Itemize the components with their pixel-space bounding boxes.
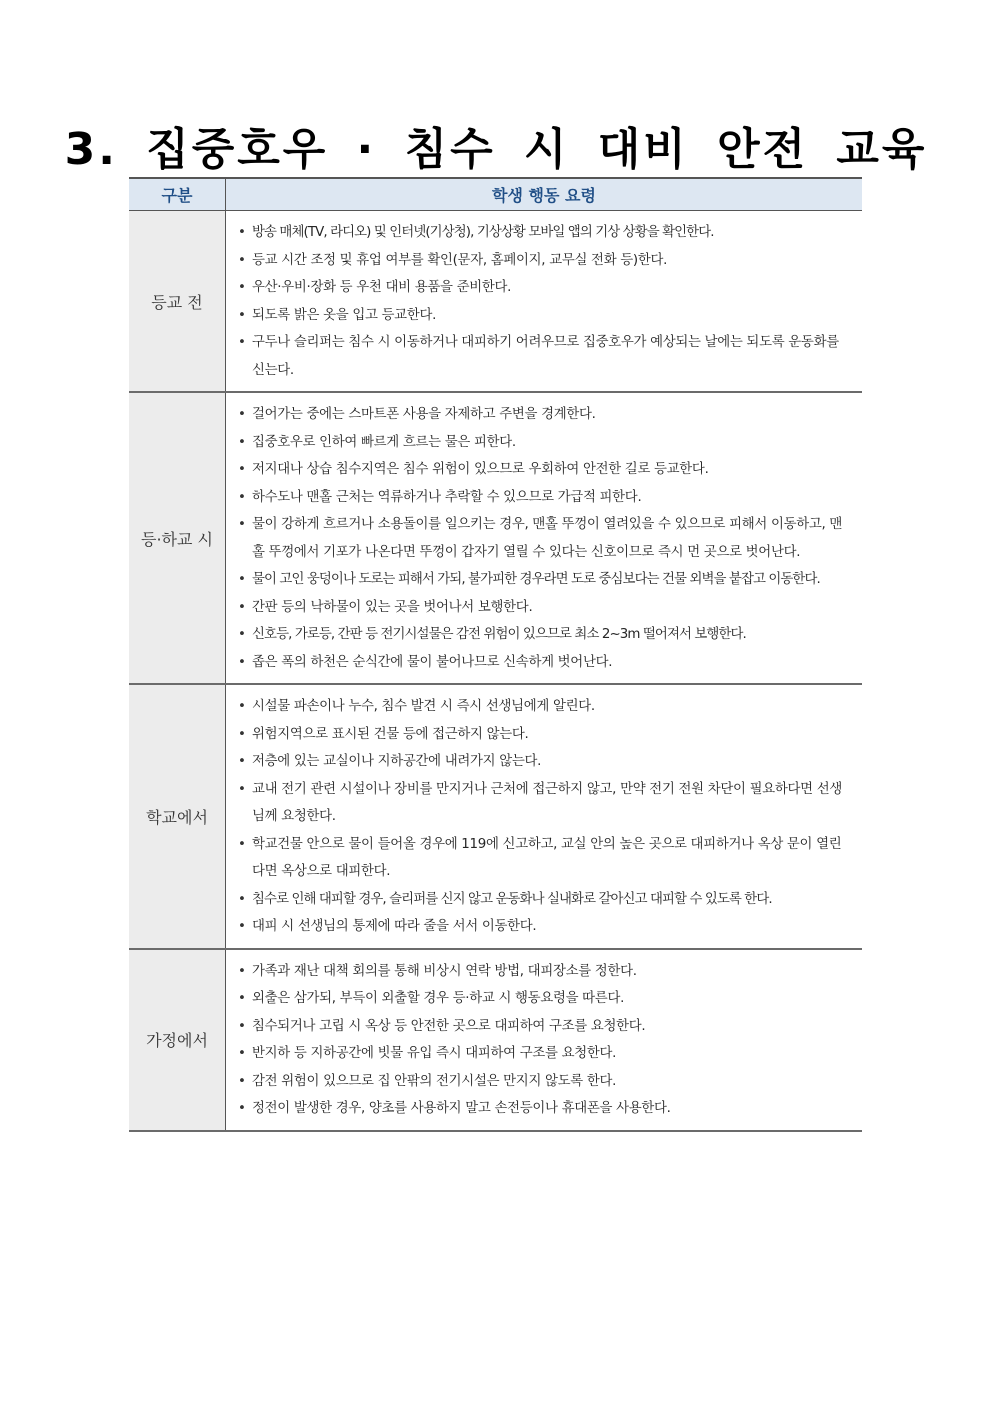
table-row-at-home <box>129 949 862 1131</box>
safety-guide-table <box>129 177 862 1132</box>
list-item: • 되도록 밝은 옷을 입고 등교한다. <box>238 302 848 330</box>
list-item: • 좁은 폭의 하천은 순식간에 물이 불어나므로 신속하게 벗어난다. <box>238 649 848 677</box>
row-items <box>226 211 863 393</box>
list-item: • 저층에 있는 교실이나 지하공간에 내려가지 않는다. <box>238 748 848 776</box>
list-item: • 간판 등의 낙하물이 있는 곳을 벗어나서 보행한다. <box>238 594 848 622</box>
list-item: • 시설물 파손이나 누수, 침수 발견 시 즉시 선생님에게 알린다. <box>238 693 848 721</box>
header-category: 구분 <box>129 178 226 211</box>
list-item: • 대피 시 선생님의 통제에 따라 줄을 서서 이동한다. <box>238 913 848 941</box>
list-item: • 방송 매체(TV, 라디오) 및 인터넷(기상청), 기상상황 모바일 앱의 기상 상황을 확인한다. <box>238 219 848 247</box>
page-title: 3. 집중호우 · 침수 시 대비 안전 교육 <box>64 124 928 176</box>
list-item: • 등교 시간 조정 및 휴업 여부를 확인(문자, 홈페이지, 교무실 전화 등)한다. <box>238 247 848 275</box>
row-items <box>226 684 863 949</box>
list-item: • 침수로 인해 대피할 경우, 슬리퍼를 신지 않고 운동화나 실내화로 갈아신고 대피할 수 있도록 한다. <box>238 886 848 914</box>
table-header-row <box>129 178 862 211</box>
list-item: • 구두나 슬리퍼는 침수 시 이동하거나 대피하기 어려우므로 집중호우가 예상되는 날에는 되도록 운동화를 신는다. <box>238 329 848 384</box>
table-row-at-school <box>129 684 862 949</box>
list-item: • 반지하 등 지하공간에 빗물 유입 즉시 대피하여 구조를 요청한다. <box>238 1040 848 1068</box>
list-item: • 물이 고인 웅덩이나 도로는 피해서 가되, 불가피한 경우라면 도로 중심보다는 건물 외벽을 붙잡고 이동한다. <box>238 566 848 594</box>
list-item: • 물이 강하게 흐르거나 소용돌이를 일으키는 경우, 맨홀 뚜껑이 열려있을 수 있으므로 피해서 이동하고, 맨홀 뚜껑에서 기포가 나온다면 뚜껑이 갑자기 열릴 수 있다는 신호이므로 즉시 먼 곳으로 벗어난다. <box>238 511 848 566</box>
bullet-list <box>238 219 848 384</box>
list-item: • 하수도나 맨홀 근처는 역류하거나 추락할 수 있으므로 가급적 피한다. <box>238 484 848 512</box>
row-category: 학교에서 <box>129 684 226 949</box>
row-items <box>226 949 863 1131</box>
row-items <box>226 392 863 684</box>
header-content: 학생 행동 요령 <box>226 178 863 211</box>
bullet-list <box>238 693 848 941</box>
bullet-list <box>238 401 848 676</box>
list-item: • 걸어가는 중에는 스마트폰 사용을 자제하고 주변을 경계한다. <box>238 401 848 429</box>
list-item: • 외출은 삼가되, 부득이 외출할 경우 등·하교 시 행동요령을 따른다. <box>238 985 848 1013</box>
table-row-before-school <box>129 211 862 393</box>
row-category: 가정에서 <box>129 949 226 1131</box>
list-item: • 학교건물 안으로 물이 들어올 경우에 119에 신고하고, 교실 안의 높은 곳으로 대피하거나 옥상 문이 열린다면 옥상으로 대피한다. <box>238 831 848 886</box>
bullet-list <box>238 958 848 1123</box>
list-item: • 집중호우로 인하여 빠르게 흐르는 물은 피한다. <box>238 429 848 457</box>
row-category: 등·하교 시 <box>129 392 226 684</box>
list-item: • 가족과 재난 대책 회의를 통해 비상시 연락 방법, 대피장소를 정한다. <box>238 958 848 986</box>
list-item: • 저지대나 상습 침수지역은 침수 위험이 있으므로 우회하여 안전한 길로 등교한다. <box>238 456 848 484</box>
list-item: • 침수되거나 고립 시 옥상 등 안전한 곳으로 대피하여 구조를 요청한다. <box>238 1013 848 1041</box>
list-item: • 신호등, 가로등, 간판 등 전기시설물은 감전 위험이 있으므로 최소 2~3m 떨어져서 보행한다. <box>238 621 848 649</box>
list-item: • 위험지역으로 표시된 건물 등에 접근하지 않는다. <box>238 721 848 749</box>
table-row-commute <box>129 392 862 684</box>
list-item: • 정전이 발생한 경우, 양초를 사용하지 말고 손전등이나 휴대폰을 사용한다. <box>238 1095 848 1123</box>
list-item: • 우산·우비·장화 등 우천 대비 용품을 준비한다. <box>238 274 848 302</box>
row-category: 등교 전 <box>129 211 226 393</box>
list-item: • 감전 위험이 있으므로 집 안팎의 전기시설은 만지지 않도록 한다. <box>238 1068 848 1096</box>
list-item: • 교내 전기 관련 시설이나 장비를 만지거나 근처에 접근하지 않고, 만약 전기 전원 차단이 필요하다면 선생님께 요청한다. <box>238 776 848 831</box>
